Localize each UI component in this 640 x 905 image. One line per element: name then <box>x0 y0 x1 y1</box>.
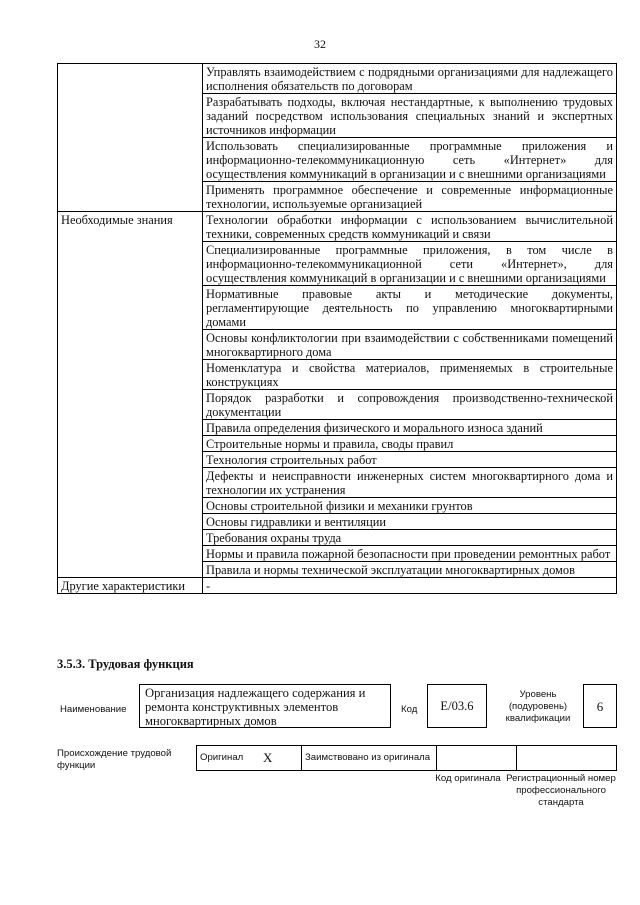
knowledge-skills-table <box>57 63 617 594</box>
knowledge-item: Нормативные правовые акты и методические документы, регламентирующие деятельность по управлению многоквартирными домами <box>203 286 617 330</box>
knowledge-item: Номенклатура и свойства материалов, применяемых в строительные конструкциях <box>203 360 617 390</box>
knowledge-item: Порядок разработки и сопровождения производственно-технической документации <box>203 390 617 420</box>
qualification-level-value: 6 <box>583 684 617 728</box>
origin-mark: X <box>260 746 302 771</box>
origin-code-cell <box>437 746 517 771</box>
table-row <box>58 212 617 242</box>
origin-borrowed-label: Заимствовано из оригинала <box>302 746 437 771</box>
page-number: 32 <box>314 37 326 51</box>
origin-original-label: Оригинал <box>197 746 261 771</box>
skill-item: Разрабатывать подходы, включая нестандартные, к выполнению трудовых заданий посредством использования специальных знаний и экспертных источников информации <box>203 94 617 138</box>
knowledge-item: Специализированные программные приложения, в том числе в информационно-телекоммуникационной сети «Интернет», для осуществления коммуникаций в организации и с внешними организациями <box>203 242 617 286</box>
table-row <box>58 578 617 594</box>
knowledge-item: Дефекты и неисправности инженерных систем многоквартирного дома и технологии их устранения <box>203 468 617 498</box>
knowledge-item: Основы строительной физики и механики грунтов <box>203 498 617 514</box>
other-characteristics-value: - <box>203 578 617 594</box>
knowledge-item: Правила и нормы технической эксплуатации многоквартирных домов <box>203 562 617 578</box>
name-label: Наименование <box>60 704 127 715</box>
knowledge-item: Технологии обработки информации с использованием вычислительной техники, современных средств коммуникаций и связи <box>203 212 617 242</box>
code-label: Код <box>401 704 418 715</box>
section-heading: 3.5.3. Трудовая функция <box>57 657 194 671</box>
knowledge-item: Требования охраны труда <box>203 530 617 546</box>
knowledge-item: Основы гидравлики и вентиляции <box>203 514 617 530</box>
knowledge-item: Основы конфликтологии при взаимодействии с собственниками помещений многоквартирного дома <box>203 330 617 360</box>
code-value: E/03.6 <box>427 684 487 728</box>
skill-item: Использовать специализированные программные приложения и информационно-телекоммуникационную сеть «Интернет» для осуществления коммуникаций в организации и с внешними организациями <box>203 138 617 182</box>
knowledge-item: Нормы и правила пожарной безопасности при проведении ремонтных работ <box>203 546 617 562</box>
row-label-knowledge: Необходимые знания <box>58 212 203 578</box>
name-value: Организация надлежащего содержания и ремонта конструктивных элементов многоквартирных домов <box>139 684 391 728</box>
qualification-level-label: Уровень (подуровень) квалификации <box>505 689 571 724</box>
table-row <box>58 64 617 94</box>
knowledge-item: Правила определения физического и морального износа зданий <box>203 420 617 436</box>
origin-table <box>196 745 617 771</box>
origin-label: Происхождение трудовой функции <box>57 748 172 771</box>
skill-item: Применять программное обеспечение и современные информационные технологии, используемые организацией <box>203 182 617 212</box>
row-label <box>58 64 203 212</box>
skill-item: Управлять взаимодействием с подрядными организациями для надлежащего исполнения обязательств по договорам <box>203 64 617 94</box>
registration-number-label: Регистрационный номер профессионального стандарта <box>506 773 616 808</box>
registration-number-cell <box>517 746 617 771</box>
row-label-other: Другие характеристики <box>58 578 203 594</box>
original-code-label: Код оригинала <box>435 773 501 784</box>
knowledge-item: Технология строительных работ <box>203 452 617 468</box>
knowledge-item: Строительные нормы и правила, своды правил <box>203 436 617 452</box>
